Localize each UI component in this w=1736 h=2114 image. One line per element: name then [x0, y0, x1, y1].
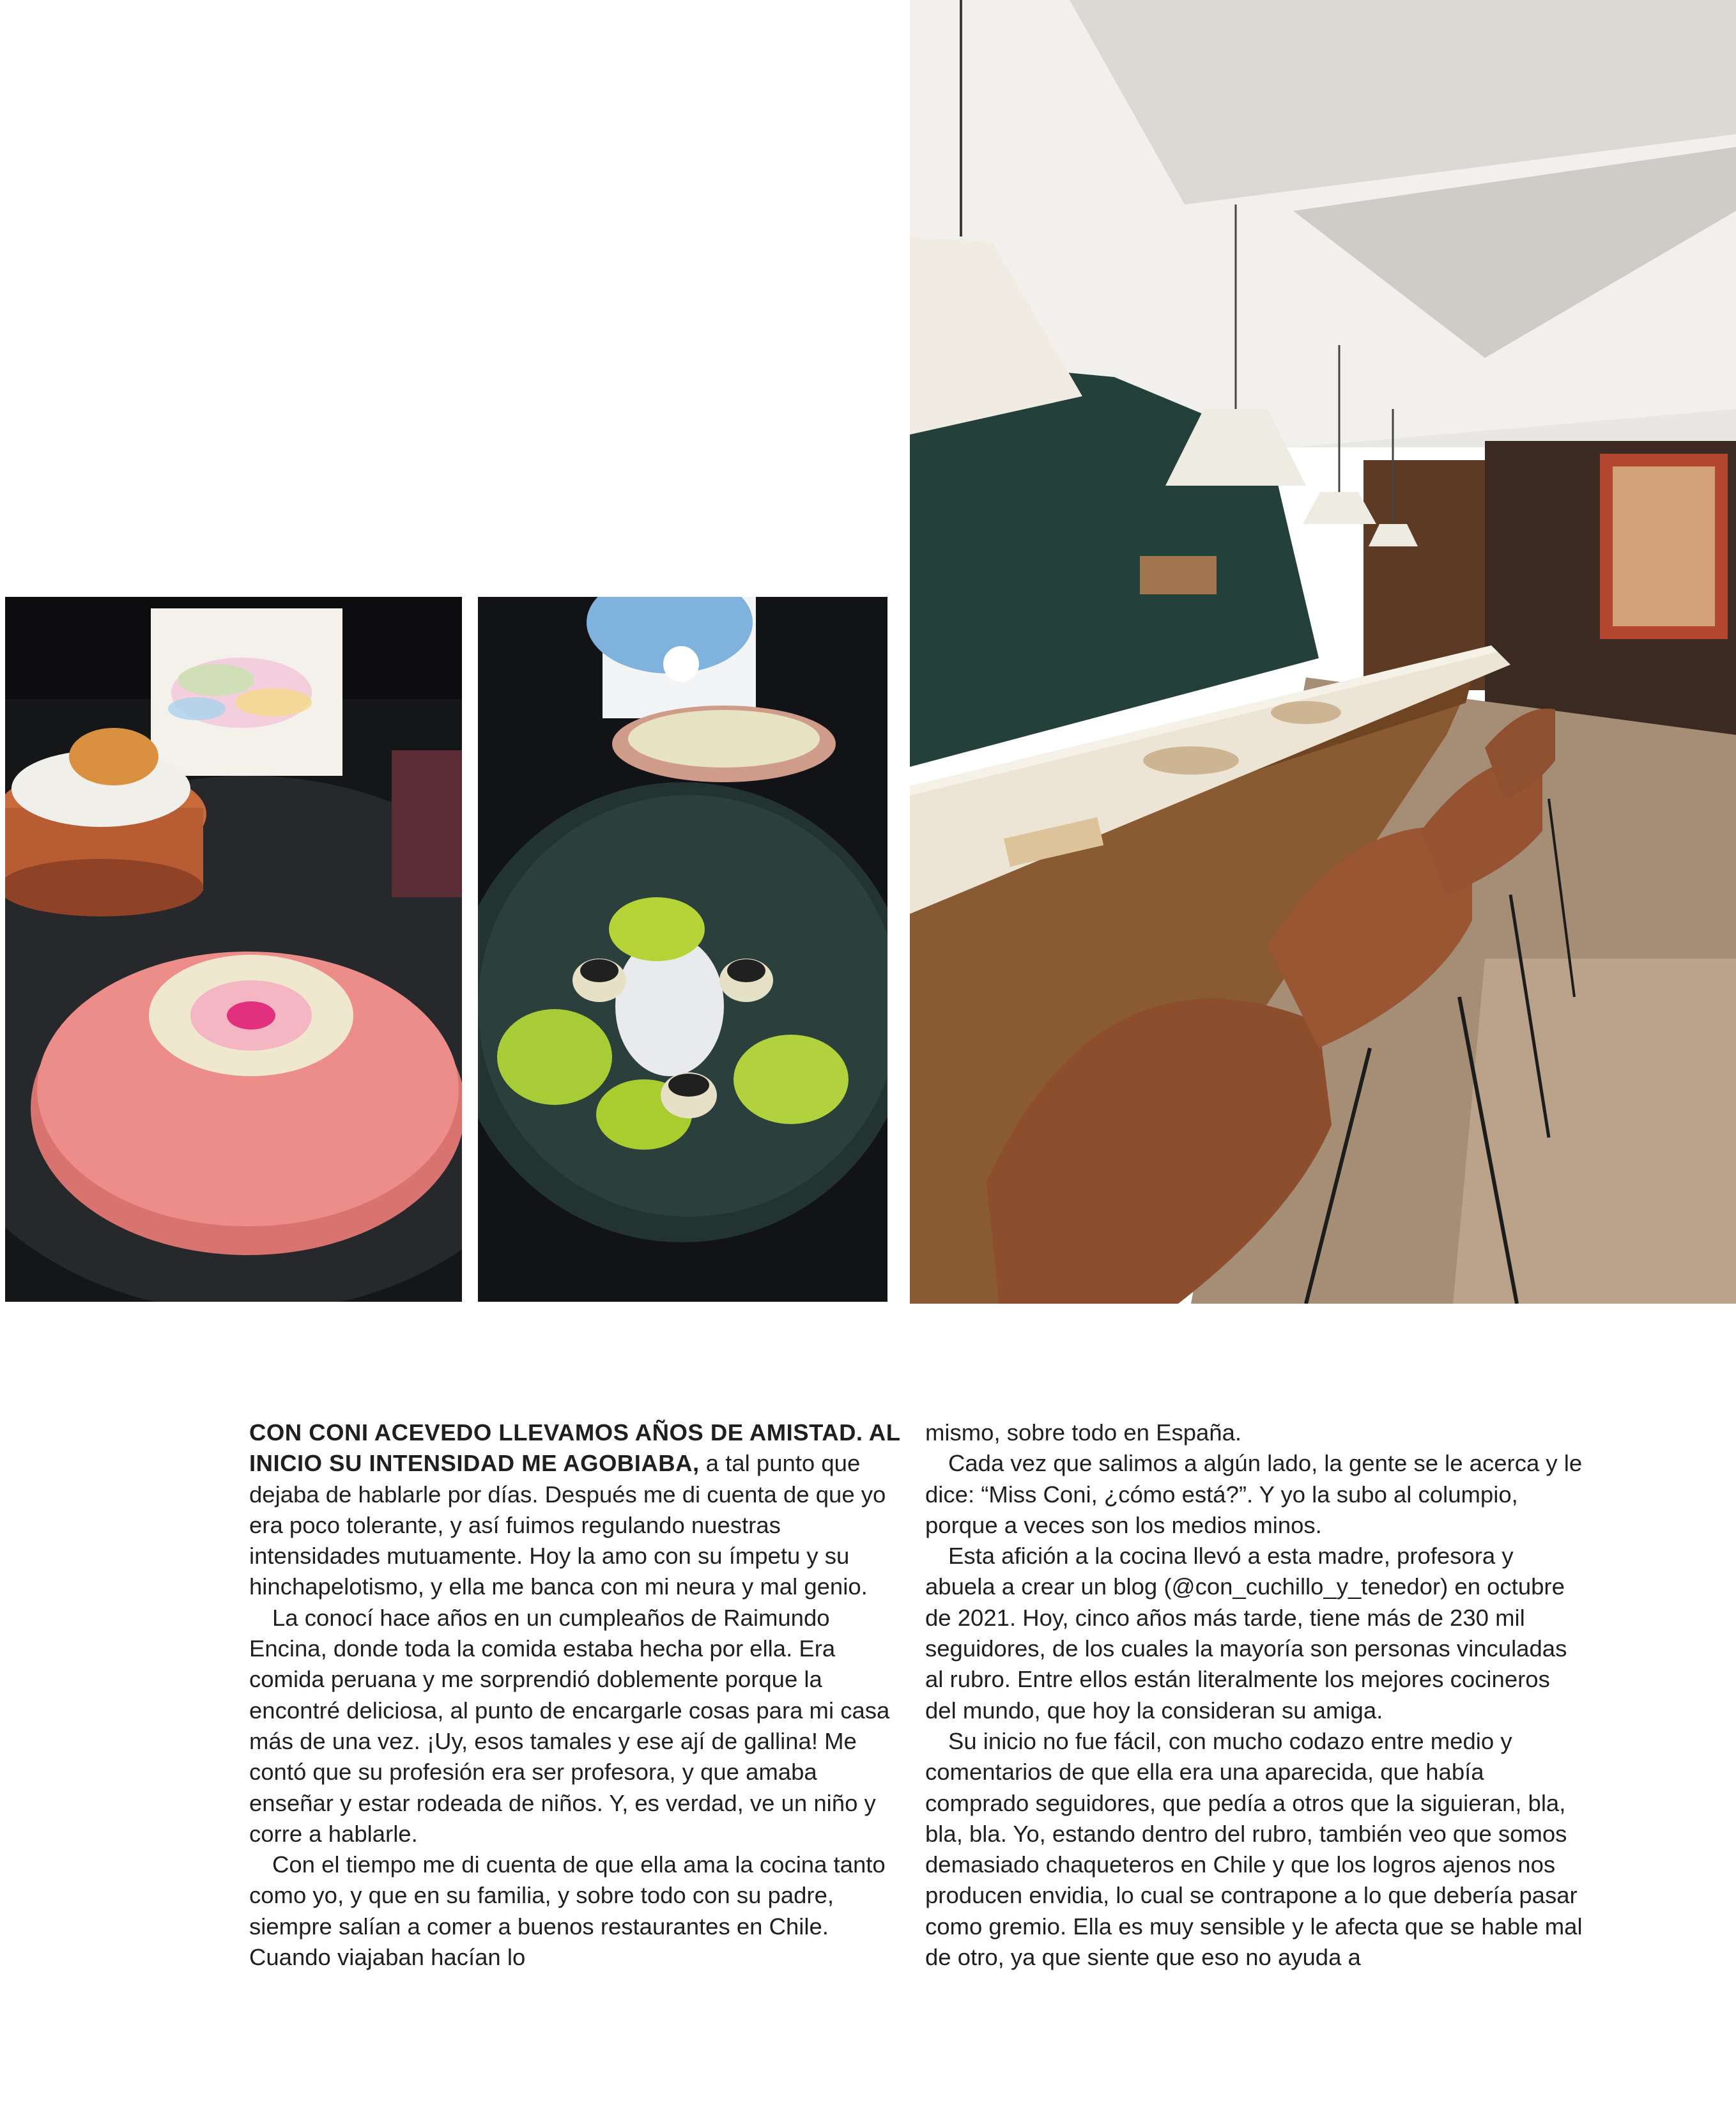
- article-paragraph-3: Con el tiempo me di cuenta de que ella ama la cocina tanto como yo, y que en su familia, y sobre todo con su padre, siempre salían a comer a buenos restaurantes en Chile. Cuando viajaban hacían lo: [249, 1851, 886, 1971]
- article-paragraph-3-continued: mismo, sobre todo en España.: [925, 1419, 1242, 1446]
- restaurant-bar-photo: [910, 0, 1736, 1304]
- article-paragraph-4: Cada vez que salimos a algún lado, la gente se le acerca y le dice: “Miss Coni, ¿cómo está?”. Y yo la subo al columpio, porque a veces son los medios minos.: [925, 1450, 1583, 1538]
- food-dish-photo: [478, 597, 887, 1302]
- food-plate-icon: [5, 597, 462, 1302]
- article-lead: CON CONI ACEVEDO LLEVAMOS AÑOS DE AMISTAD. AL INICIO SU INTENSIDAD ME AGOBIABA,: [249, 1419, 900, 1477]
- article-lead-rest: a tal punto que dejaba de hablarle por días. Después me di cuenta de que yo era poco tolerante, y así fuimos regulando nuestras intensidades mutuamente. Hoy la amo con su ímpetu y su hinchapelotismo, y ella me banca con mi neura y mal genio.: [249, 1450, 886, 1600]
- food-dish-icon: [478, 597, 887, 1302]
- article-column-right: [925, 1417, 1583, 1973]
- food-plate-photo: [5, 597, 462, 1302]
- article-paragraph-1: [249, 1417, 907, 1603]
- article-paragraph-5: Esta afición a la cocina llevó a esta madre, profesora y abuela a crear un blog (@con_cuchillo_y_tenedor) en octubre de 2021. Hoy, cinco años más tarde, tiene más de 230 mil seguidores, de los cuales la mayoría son personas vinculadas al rubro. Entre ellos están literalmente los mejores cocineros del mundo, que hoy la consideran su amiga.: [925, 1543, 1567, 1724]
- article-column-left: [249, 1417, 907, 1973]
- restaurant-bar-icon: [910, 0, 1736, 1304]
- article-paragraph-6: Su inicio no fue fácil, con mucho codazo entre medio y comentarios de que ella era una aparecida, que había comprado seguidores, que pedía a otros que la siguieran, bla, bla, bla. Yo, estando dentro del rubro, también veo que somos demasiado chaqueteros en Chile y que los logros ajenos nos producen envidia, lo cual se contrapone a lo que debería pasar como gremio. Ella es muy sensible y le afecta que se hable mal de otro, ya que siente que eso no ayuda a: [925, 1727, 1583, 1971]
- article-paragraph-2: La conocí hace años en un cumpleaños de Raimundo Encina, donde toda la comida estaba hecha por ella. Era comida peruana y me sorprendió doblemente porque la encontré deliciosa, al punto de encargarle cosas para mi casa más de una vez. ¡Uy, esos tamales y ese ají de gallina! Me contó que su profesión era ser profesora, y que amaba enseñar y estar rodeada de niños. Y, es verdad, ve un niño y corre a hablarle.: [249, 1604, 890, 1847]
